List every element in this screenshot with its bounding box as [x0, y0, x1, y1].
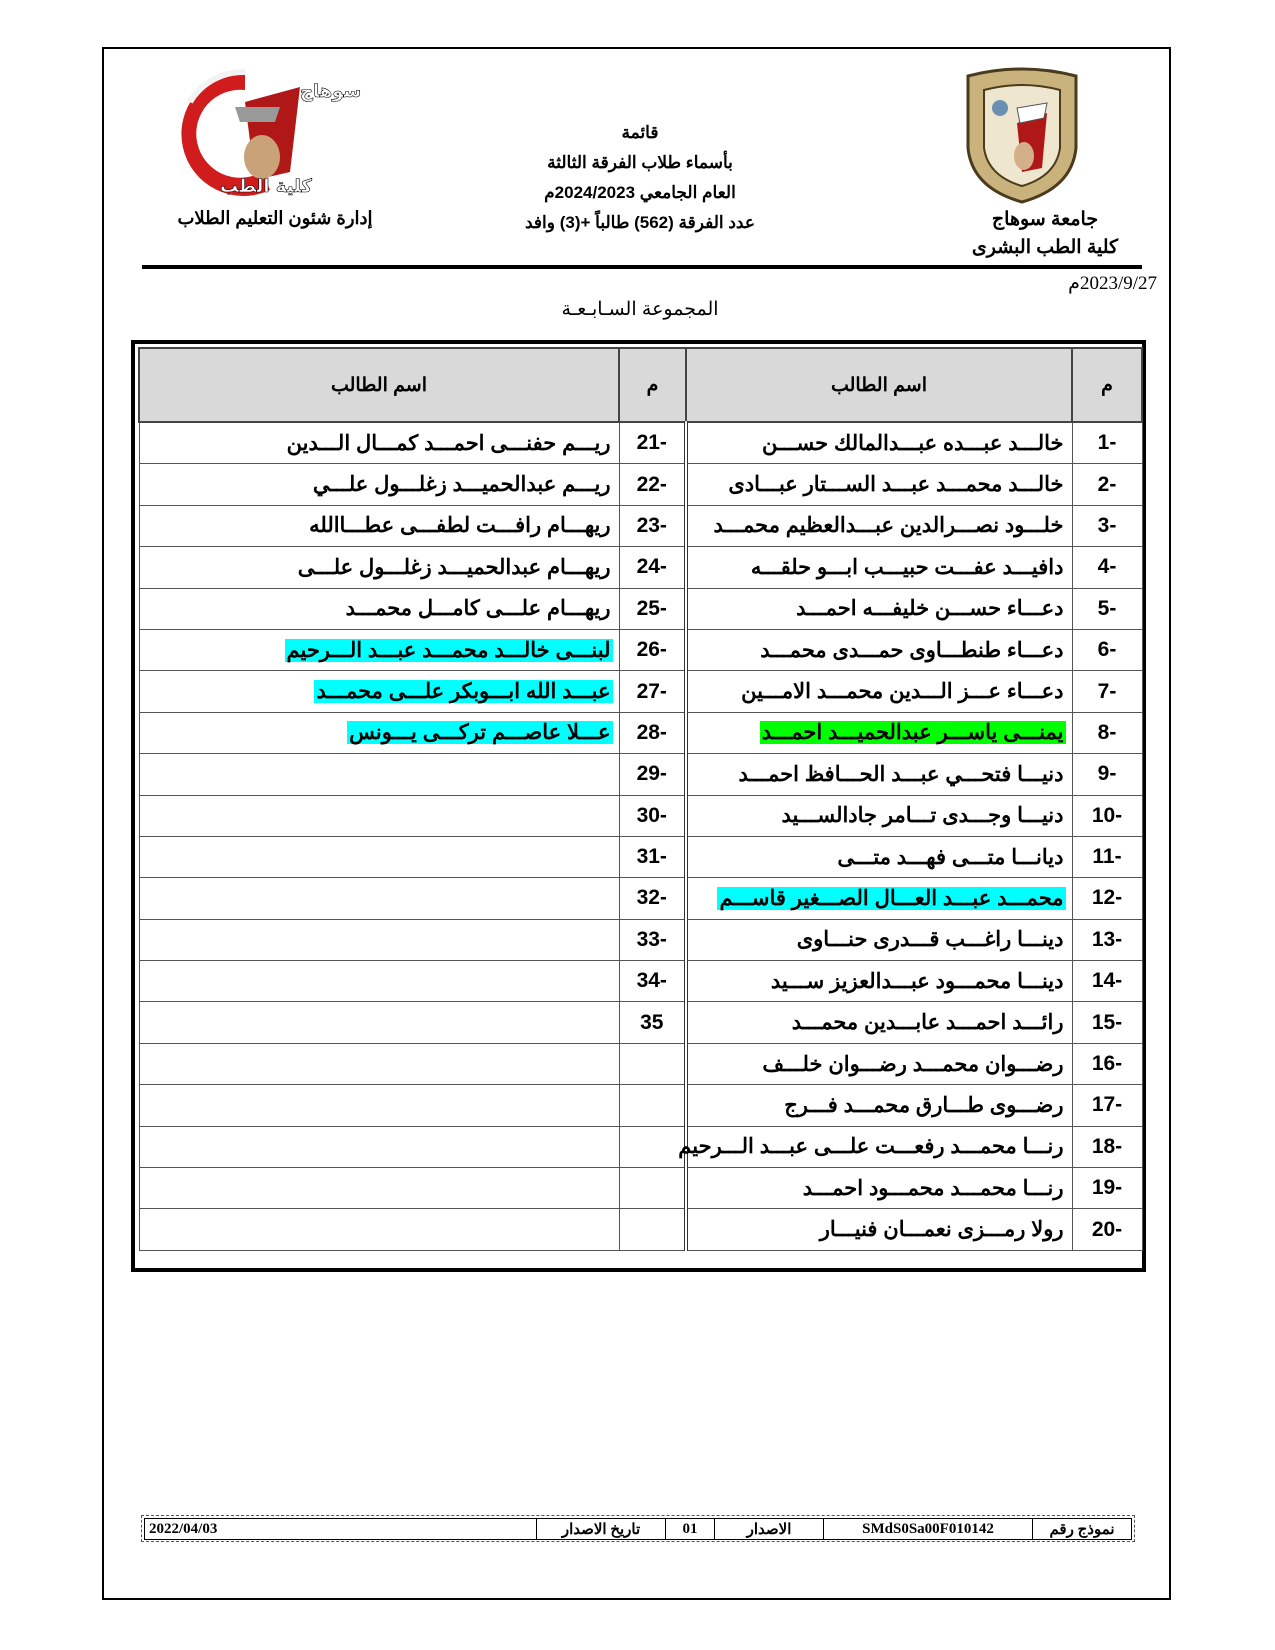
student-name-cell	[686, 547, 1072, 588]
student-name-cell	[686, 754, 1072, 795]
col-header-name: اسم الطالب	[139, 348, 619, 422]
student-number: -30	[619, 795, 686, 836]
student-name-cell	[686, 1168, 1072, 1209]
table-row	[139, 422, 1142, 464]
issue-date-label: تاريخ الاصدار	[537, 1519, 666, 1540]
student-name-cell	[139, 795, 619, 836]
student-name-cell	[139, 961, 619, 1002]
student-name-cell	[686, 422, 1072, 464]
student-number: -33	[619, 919, 686, 960]
table-row	[139, 588, 1142, 629]
student-name-cell	[686, 671, 1072, 712]
student-name: يمنـــى ياســـر عبدالحميـــد احمـــد	[761, 721, 1064, 745]
table-body	[139, 422, 1142, 1250]
table-row	[139, 961, 1142, 1002]
university-block	[955, 206, 1135, 262]
student-number: -1	[1072, 422, 1142, 464]
student-number: -18	[1072, 1126, 1142, 1167]
student-name-cell	[139, 422, 619, 464]
student-name-cell	[686, 588, 1072, 629]
table-row	[139, 1209, 1142, 1250]
student-number: -31	[619, 836, 686, 877]
student-number: -32	[619, 878, 686, 919]
student-name-cell	[139, 1085, 619, 1126]
student-name	[609, 1011, 613, 1034]
student-number: -6	[1072, 629, 1142, 670]
student-number: -8	[1072, 712, 1142, 753]
form-footer	[141, 1515, 1135, 1542]
student-name: رضـــوان محمـــد رضـــوان خلـــف	[762, 1052, 1064, 1076]
student-name	[609, 928, 613, 951]
student-name	[609, 969, 613, 992]
student-name-cell	[678, 1126, 1072, 1167]
department-name: إدارة شئون التعليم الطلاب	[177, 208, 373, 228]
student-name: دنيـــا فتحـــي عبـــد الحـــافظ احمـــد	[738, 762, 1064, 786]
student-number: 35	[619, 1002, 686, 1043]
student-number: -21	[619, 422, 686, 464]
student-name-cell	[686, 878, 1072, 919]
title-line: بأسماء طلاب الفرقة الثالثة	[547, 153, 733, 172]
header-divider	[142, 265, 1142, 269]
student-name-cell	[686, 1043, 1072, 1084]
student-number: -4	[1072, 547, 1142, 588]
student-name	[609, 886, 613, 909]
student-name: دافيـــد عفـــت حبيـــب ابـــو حلقـــه	[750, 555, 1064, 579]
student-number: -20	[1072, 1209, 1142, 1250]
svg-text:سوهاج: سوهاج	[300, 81, 362, 102]
table-row	[139, 671, 1142, 712]
student-name-cell	[139, 588, 619, 629]
student-name: ريـــم عبدالحميـــد زغلـــول علـــي	[312, 473, 611, 497]
student-number: -34	[619, 961, 686, 1002]
faculty-logo	[150, 62, 362, 197]
student-name	[609, 1218, 613, 1241]
student-name: ريهـــام عبدالحميـــد زغلـــول علـــى	[297, 555, 611, 579]
student-name: ريهـــام علـــى كامـــل محمـــد	[345, 597, 611, 621]
footer-row	[145, 1519, 1132, 1540]
student-name-cell	[686, 836, 1072, 877]
university-name: جامعة سوهاج	[991, 209, 1099, 230]
student-number: -26	[619, 629, 686, 670]
table-row	[139, 464, 1142, 505]
student-name: محمـــد عبـــد العـــال الصـــغير قاســـم	[719, 886, 1064, 910]
version-label: الاصدار	[715, 1519, 824, 1540]
student-name-cell	[686, 1209, 1072, 1250]
student-name	[609, 762, 613, 785]
student-name: خلـــود نصـــرالدين عبـــدالعظيم محمـــد	[713, 514, 1064, 538]
version: 01	[666, 1519, 715, 1540]
student-name: رضـــوى طـــارق محمـــد فـــرج	[784, 1093, 1064, 1117]
student-name-cell	[139, 629, 619, 670]
student-number: -9	[1072, 754, 1142, 795]
student-number	[619, 1085, 686, 1126]
student-name: رائـــد احمـــد عابـــدين محمـــد	[791, 1011, 1064, 1035]
student-name-cell	[139, 1002, 619, 1043]
student-name: ريـــم حفنـــى احمـــد كمـــال الـــدين	[286, 431, 611, 455]
student-name-cell	[686, 1085, 1072, 1126]
table-row	[139, 754, 1142, 795]
student-number: -11	[1072, 836, 1142, 877]
student-name-cell	[139, 1168, 619, 1209]
student-number: -16	[1072, 1043, 1142, 1084]
student-number: -3	[1072, 505, 1142, 546]
table-row	[139, 1126, 1142, 1167]
student-name-cell	[139, 919, 619, 960]
student-name: خالـــد عبـــده عبـــدالمالك حســـن	[762, 431, 1064, 455]
student-name-cell	[686, 505, 1072, 546]
table-row	[139, 1168, 1142, 1209]
student-number: -14	[1072, 961, 1142, 1002]
student-name	[609, 1176, 613, 1199]
table-row	[139, 547, 1142, 588]
student-number: -28	[619, 712, 686, 753]
table-row	[139, 505, 1142, 546]
student-number: -10	[1072, 795, 1142, 836]
student-number: -15	[1072, 1002, 1142, 1043]
student-name	[609, 1052, 613, 1075]
student-name: دعـــاء طنطـــاوى حمـــدى محمـــد	[760, 638, 1064, 662]
student-name-cell	[686, 919, 1072, 960]
student-name	[609, 1135, 613, 1158]
table-row	[139, 919, 1142, 960]
student-name: دعـــاء عـــز الـــدين محمـــد الامـــين	[741, 680, 1064, 704]
student-name-cell	[686, 629, 1072, 670]
group-title: المجموعة السـابـعـة	[561, 299, 719, 320]
table-header-row	[139, 348, 1142, 422]
student-name-cell	[686, 464, 1072, 505]
student-number: -7	[1072, 671, 1142, 712]
title-line: العام الجامعي 2024/2023م	[544, 183, 736, 202]
student-name-cell	[686, 1002, 1072, 1043]
student-name-cell	[139, 712, 619, 753]
student-name: رنـــا محمـــد رفعـــت علـــى عبـــد الـــرحيم	[678, 1135, 1064, 1159]
title-line: عدد الفرقة (562) طالباً +(3) وافد	[525, 213, 755, 232]
student-name: دعـــاء حســـن خليفـــه احمـــد	[796, 597, 1064, 621]
student-number	[619, 1168, 686, 1209]
table-row	[139, 712, 1142, 753]
student-number: -19	[1072, 1168, 1142, 1209]
student-name-cell	[139, 1209, 619, 1250]
student-number: -17	[1072, 1085, 1142, 1126]
student-number: -25	[619, 588, 686, 629]
student-name: عبـــد الله ابـــوبكر علـــى محمـــد	[316, 680, 611, 704]
student-name-cell	[686, 712, 1072, 753]
student-number: -12	[1072, 878, 1142, 919]
table-row	[139, 795, 1142, 836]
student-name: خالـــد محمـــد عبـــد الســـتار عبـــادى	[728, 473, 1064, 497]
student-name-cell	[139, 547, 619, 588]
student-name	[609, 804, 613, 827]
table-row	[139, 1043, 1142, 1084]
student-number: -5	[1072, 588, 1142, 629]
table-row	[139, 1002, 1142, 1043]
issue-date: 2022/04/03	[145, 1519, 537, 1540]
document-date: 2023/9/27م	[1068, 273, 1157, 294]
student-number	[619, 1209, 686, 1250]
student-name	[609, 1093, 613, 1116]
student-name-cell	[139, 878, 619, 919]
student-name: رولا رمـــزى نعمـــان فنيـــار	[819, 1218, 1064, 1242]
table-row	[139, 836, 1142, 877]
student-name	[609, 845, 613, 868]
student-number: -29	[619, 754, 686, 795]
table-row	[139, 1085, 1142, 1126]
student-name-cell	[139, 505, 619, 546]
student-number: -24	[619, 547, 686, 588]
student-name: رنـــا محمـــد محمـــود احمـــد	[802, 1176, 1064, 1200]
col-header-num: م	[1072, 348, 1142, 422]
student-name-cell	[139, 754, 619, 795]
student-number: -22	[619, 464, 686, 505]
faculty-name: كلية الطب البشرى	[971, 237, 1119, 258]
table-row	[139, 878, 1142, 919]
student-name: دنيـــا وجـــدى تـــامر جادالســـيد	[781, 804, 1064, 828]
student-name-cell	[139, 671, 619, 712]
form-number-label: نموذج رقم	[1033, 1519, 1132, 1540]
student-number: -23	[619, 505, 686, 546]
student-number: -2	[1072, 464, 1142, 505]
student-name-cell	[139, 464, 619, 505]
university-seal-logo	[962, 68, 1082, 206]
student-name-cell	[686, 795, 1072, 836]
student-name-cell	[686, 961, 1072, 1002]
svg-text:كلية الطب: كلية الطب	[220, 176, 312, 197]
col-header-name: اسم الطالب	[686, 348, 1072, 422]
student-name-cell	[139, 1126, 619, 1167]
students-table	[138, 347, 1143, 1251]
document-title-block	[440, 118, 840, 238]
student-name: ريهـــام رافـــت لطفـــى عطـــاالله	[309, 514, 611, 538]
student-number: -27	[619, 671, 686, 712]
student-name: دينـــا محمـــود عبـــدالعزيز ســـيد	[770, 969, 1064, 993]
title-line: قائمة	[621, 123, 659, 142]
student-name: ديانـــا متـــى فهـــد متـــى	[837, 845, 1064, 869]
student-name: دينـــا راغـــب قـــدرى حنـــاوى	[796, 928, 1064, 952]
table-row	[139, 629, 1142, 670]
student-number	[619, 1043, 686, 1084]
student-number: -13	[1072, 919, 1142, 960]
students-table-container	[131, 340, 1146, 1272]
form-number: SMdS0Sa00F010142	[824, 1519, 1033, 1540]
student-name: عـــلا عاصـــم تركـــى يـــونس	[349, 721, 611, 745]
student-name-cell	[139, 836, 619, 877]
student-name-cell	[139, 1043, 619, 1084]
student-name: لبنـــى خالـــد محمـــد عبـــد الـــرحيم	[286, 638, 611, 662]
col-header-num: م	[619, 348, 686, 422]
